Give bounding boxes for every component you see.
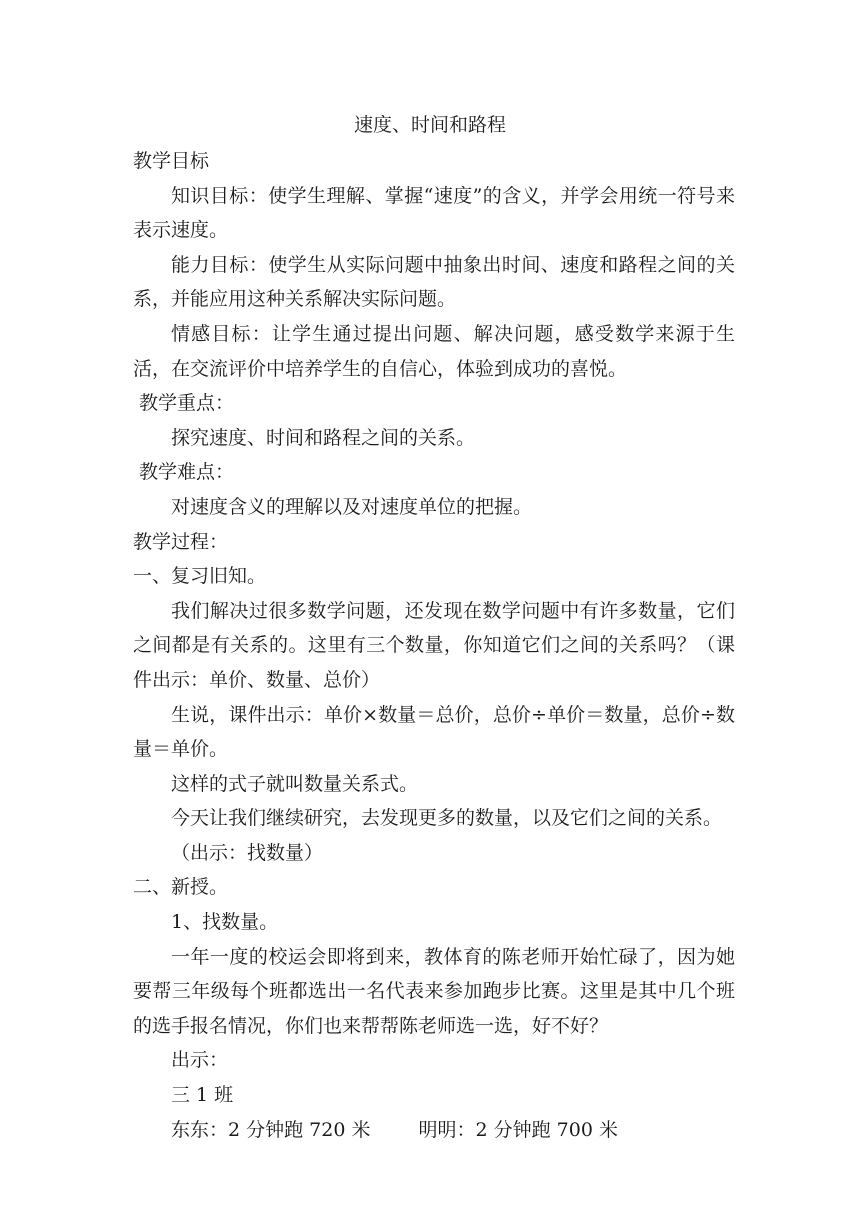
story-paragraph: 一年一度的校运会即将到来，教体育的陈老师开始忙碌了，因为她要帮三年级每个班都选出一名代表来参加跑步比赛。这里是其中几个班的选手报名情况，你们也来帮帮陈老师选一选，好不好？ — [133, 945, 735, 1037]
student-say-paragraph: 生说，课件出示：单价×数量＝总价，总价÷单价＝数量，总价÷数量＝单价。 — [133, 703, 735, 761]
review-paragraph: 我们解决过很多数学问题，还发现在数学问题中有许多数量，它们之间都是有关系的。这里有三个数量，你知道它们之间的关系吗？（课件出示：单价、数量、总价） — [133, 599, 735, 691]
key-points-heading: 教学重点： — [139, 392, 235, 415]
difficult-points: 对速度含义的理解以及对速度单位的把握。 — [171, 495, 533, 518]
knowledge-goal: 知识目标：使学生理解、掌握“速度”的含义，并学会用统一符号来表示速度。 — [133, 184, 735, 242]
key-points: 探究速度、时间和路程之间的关系。 — [171, 426, 476, 449]
objectives-heading: 教学目标 — [133, 150, 210, 172]
step1-heading: 1、找数量。 — [171, 911, 279, 934]
runner-dongdong: 东东：2 分钟跑 720 米 — [171, 1118, 371, 1141]
show-label: 出示： — [171, 1049, 229, 1072]
show-find-note: （出示：找数量） — [171, 841, 324, 864]
ability-goal: 能力目标：使学生从实际问题中抽象出时间、速度和路程之间的关系，并能应用这种关系解决实际问题。 — [133, 253, 735, 311]
formula-note: 这样的式子就叫数量关系式。 — [171, 772, 419, 795]
document-body — [133, 144, 735, 1147]
difficult-points-heading: 教学难点： — [139, 461, 235, 484]
section2-heading: 二、新授。 — [133, 876, 229, 899]
emotion-goal: 情感目标：让学生通过提出问题、解决问题，感受数学来源于生活，在交流评价中培养学生的自信心，体验到成功的喜悦。 — [133, 322, 735, 380]
section1-heading: 一、复习旧知。 — [133, 565, 267, 588]
document-title: 速度、时间和路程 — [353, 114, 506, 136]
runner-mingming: 明明：2 分钟跑 700 米 — [418, 1118, 618, 1141]
class-label: 三 1 班 — [171, 1084, 234, 1107]
today-paragraph: 今天让我们继续研究，去发现更多的数量，以及它们之间的关系。 — [171, 807, 723, 830]
process-heading: 教学过程： — [133, 530, 229, 553]
runners-line — [133, 1113, 735, 1148]
